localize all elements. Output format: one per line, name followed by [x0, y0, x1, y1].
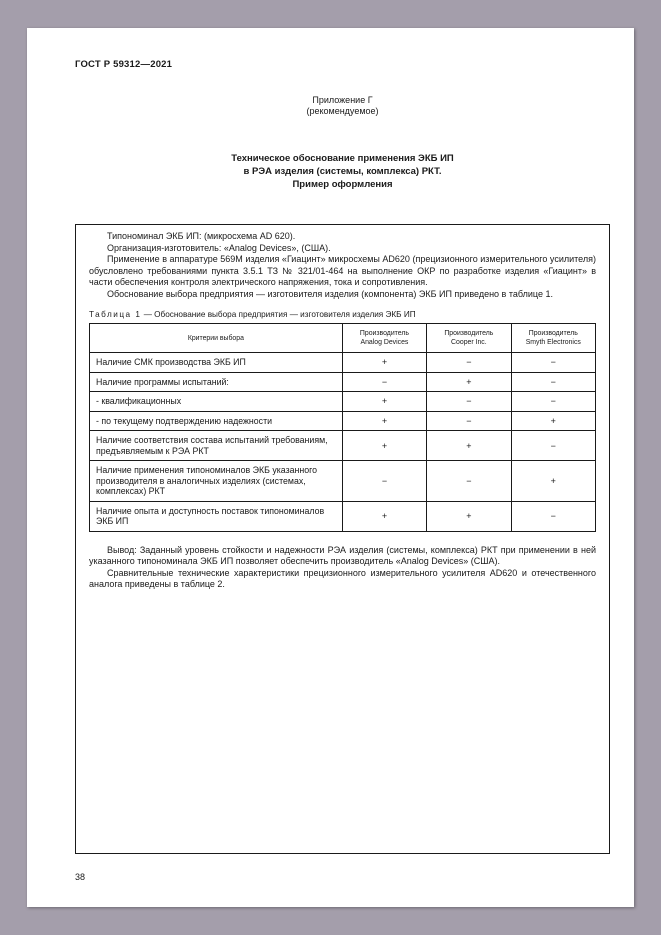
value-cell: +	[342, 431, 426, 461]
appendix-heading	[75, 95, 610, 116]
section-title-line2: в РЭА изделия (системы, комплекса) РКТ.	[243, 166, 442, 177]
table-row	[90, 353, 596, 373]
value-cell: +	[342, 353, 426, 373]
column-header-cooper: Производитель Cooper Inc.	[427, 324, 511, 353]
paragraph-justification: Обоснование выбора предприятия — изготовителя изделия (компонента) ЭКБ ИП приведено в таблице 1.	[107, 288, 553, 299]
value-cell: −	[427, 392, 511, 412]
document-page	[27, 28, 634, 907]
criterion-cell: Наличие применения типономиналов ЭКБ указанного производителя в аналогичных изделиях (системах, комплексах) РКТ	[90, 461, 343, 502]
value-cell: +	[342, 501, 426, 531]
paragraph-comparative: Сравнительные технические характеристики прецизионного измерительного усилителя AD620 и отечественного аналога приведены в таблице 2.	[89, 567, 596, 589]
table-row	[90, 372, 596, 392]
paragraph-application: Применение в аппаратуре 569М изделия «Гиацинт» микросхемы AD620 (прецизионного измерительного усилителя) обусловлено требованиями пункта 3.5.1 ТЗ № 321/01-464 на выполнение ОКР по разработке изделия «Гиацинт» в части обеспечения контроля электрического напряжения, тока и сопротивления.	[89, 254, 596, 287]
paragraph-manufacturer: Организация-изготовитель: «Analog Devices», (США).	[107, 242, 331, 253]
appendix-label: Приложение Г	[312, 95, 373, 105]
section-title	[75, 152, 610, 191]
value-cell: −	[342, 372, 426, 392]
table-caption-text: — Обоснование выбора предприятия — изготовителя изделия ЭКБ ИП	[143, 310, 416, 319]
table-row	[90, 392, 596, 412]
column-header-smyth: Производитель Smyth Electronics	[511, 324, 595, 353]
value-cell: +	[427, 372, 511, 392]
value-cell: −	[511, 392, 595, 412]
column-header-criteria: Критерии выбора	[90, 324, 343, 353]
page-number: 38	[75, 872, 86, 882]
column-header-analog-devices: Производитель Analog Devices	[342, 324, 426, 353]
value-cell: −	[342, 461, 426, 502]
section-title-line1: Техническое обоснование применения ЭКБ ИП	[231, 153, 454, 164]
criterion-cell: Наличие опыта и доступность поставок типономиналов ЭКБ ИП	[90, 501, 343, 531]
table-row	[90, 461, 596, 502]
criterion-cell: Наличие СМК производства ЭКБ ИП	[90, 353, 343, 373]
value-cell: +	[427, 501, 511, 531]
value-cell: −	[511, 353, 595, 373]
section-title-line3: Пример оформления	[292, 179, 393, 190]
criterion-cell: Наличие программы испытаний:	[90, 372, 343, 392]
criteria-table	[89, 323, 596, 532]
conclusion-block	[89, 545, 596, 591]
value-cell: −	[427, 461, 511, 502]
table-row	[90, 501, 596, 531]
table-header-row	[90, 324, 596, 353]
value-cell: −	[427, 353, 511, 373]
paragraph-conclusion: Вывод: Заданный уровень стойкости и надежности РЭА изделия (системы, комплекса) РКТ при применении в ней указанного типономинала ЭКБ ИП позволяет обеспечить производитель «Analog Devices» (США).	[89, 544, 596, 566]
paragraph-typonominal: Типономинал ЭКБ ИП: (микросхема AD 620).	[107, 231, 296, 241]
example-frame	[75, 224, 610, 854]
value-cell: +	[427, 431, 511, 461]
table-caption	[89, 310, 596, 320]
criterion-cell: - по текущему подтверждению надежности	[90, 411, 343, 431]
value-cell: +	[511, 461, 595, 502]
value-cell: +	[342, 392, 426, 412]
value-cell: +	[342, 411, 426, 431]
table-caption-label: Таблица 1	[89, 310, 142, 319]
criterion-cell: Наличие соответствия состава испытаний требованиям, предъявляемым к РЭА РКТ	[90, 431, 343, 461]
appendix-note: (рекомендуемое)	[306, 105, 379, 116]
value-cell: +	[511, 411, 595, 431]
value-cell: −	[511, 372, 595, 392]
criterion-cell: - квалификационных	[90, 392, 343, 412]
table-row	[90, 431, 596, 461]
value-cell: −	[511, 431, 595, 461]
document-number: ГОСТ Р 59312—2021	[75, 59, 173, 70]
value-cell: −	[511, 501, 595, 531]
value-cell: −	[427, 411, 511, 431]
table-row	[90, 411, 596, 431]
